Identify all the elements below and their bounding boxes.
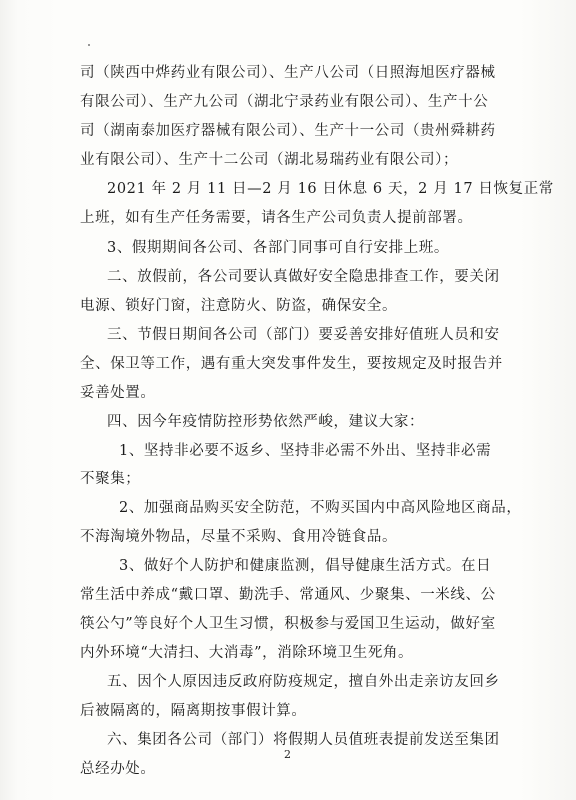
text-line: 筷公勺”等良好个人卫生习惯，积极参与爱国卫生运动，做好室 (80, 616, 496, 632)
text-line: 不海淘境外物品，尽量不采购、食用冷链食品。 (80, 529, 398, 545)
text-line: 3、假期期间各公司、各部门同事可自行安排上班。 (107, 240, 450, 256)
text-line: 常生活中养成“戴口罩、勤洗手、常通风、少聚集、一米线、公 (80, 587, 496, 603)
text-line: 不聚集； (80, 471, 141, 487)
section-heading-line: 二、放假前，各公司要认真做好安全隐患排查工作，要关闭 (107, 269, 500, 285)
text-line: 司（湖南泰加医疗器械有限公司）、生产十一公司（贵州舜耕药 (80, 123, 496, 139)
text-line: 内外环境“大清扫、大消毒”，消除环境卫生死角。 (80, 645, 414, 661)
text-line: 全、保卫等工作，遇有重大突发事件发生，要按规定及时报告并 (80, 356, 503, 372)
text-line: 电源、锁好门窗，注意防火、防盗，确保安全。 (80, 298, 398, 314)
text-line: 后被隔离的，隔离期按事假计算。 (80, 703, 307, 719)
text-line: 有限公司）、生产九公司（湖北宁录药业有限公司）、生产十公 (80, 94, 489, 110)
text-line: 妥善处置。 (80, 385, 156, 401)
page-number: 2 (284, 748, 291, 761)
text-line: 业有限公司）、生产十二公司（湖北易瑞药业有限公司）； (80, 152, 459, 168)
section-heading-line: 五、因个人原因违反政府防疫规定，擅自外出走亲访友回乡 (107, 674, 500, 690)
text-line: 总经办处。 (80, 761, 156, 777)
section-heading-line: 六、集团各公司（部门）将假期人员值班表提前发送至集团 (107, 732, 500, 748)
scan-speck (88, 44, 90, 46)
list-item-line: 3、做好个人防护和健康监测，倡导健康生活方式。在日 (119, 558, 492, 574)
text-line: 2021 年 2 月 11 日—2 月 16 日休息 6 天，2 月 17 日恢复正常 (107, 181, 554, 197)
section-heading-line: 三、节假日期间各公司（部门）要妥善安排好值班人员和安 (107, 327, 500, 343)
list-item-line: 2、加强商品购买安全防范，不购买国内中高风险地区商品， (119, 500, 522, 516)
text-line: 司（陕西中烨药业有限公司）、生产八公司（日照海旭医疗器械 (80, 65, 496, 81)
text-line: 上班，如有生产任务需要，请各生产公司负责人提前部署。 (80, 210, 473, 226)
section-heading-line: 四、因今年疫情防控形势依然严峻，建议大家： (107, 414, 425, 430)
list-item-line: 1、坚持非必要不返乡、坚持非必需不外出、坚持非必需 (119, 443, 492, 459)
